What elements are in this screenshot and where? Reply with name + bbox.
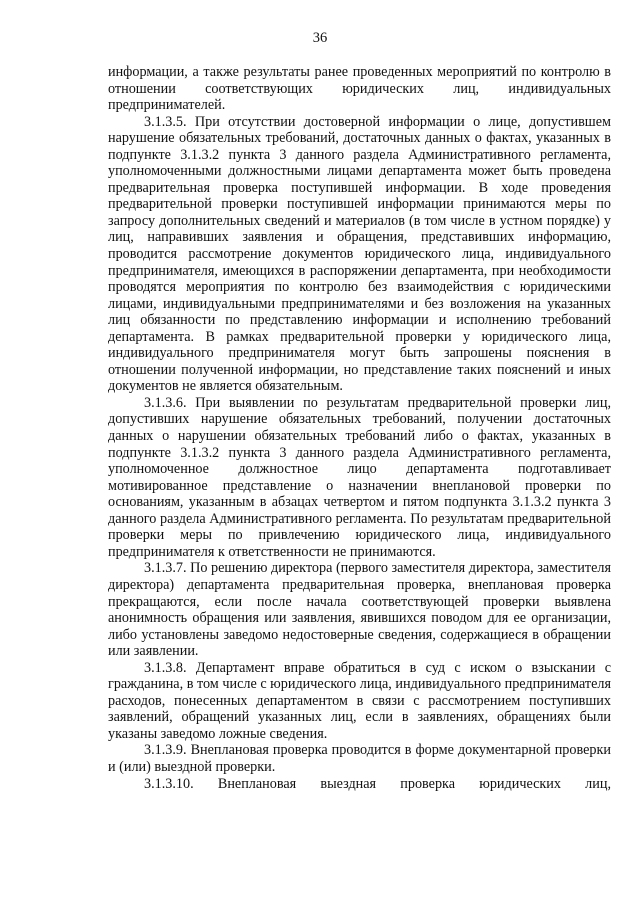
paragraph-3-1-3-10: 3.1.3.10. Внеплановая выездная проверка юридических лиц,	[144, 775, 611, 792]
paragraph-3-1-3-6: 3.1.3.6. При выявлении по результатам предварительной проверки лиц, допустивших нарушение обязательных требований, получении достаточных данных о нарушении обязательных требований либо о фактах, указанных в подпункте 3.1.3.2 пункта 3 данного раздела Административного регламента, уполномоченное должностное лицо департамента подготавливает мотивированное представление о назначении внеплановой проверки по основаниям, указанным в абзацах четвертом и пятом подпункта 3.1.3.2 пункта 3 данного раздела Административного регламента. По результатам предварительной проверки меры по привлечению юридического лица, индивидуального предпринимателя к ответственности не принимаются.	[108, 394, 611, 560]
document-body	[108, 64, 611, 792]
page-number: 36	[312, 30, 328, 46]
paragraph-3-1-3-8: 3.1.3.8. Департамент вправе обратиться в суд с иском о взыскании с гражданина, в том числе с юридического лица, индивидуального предпринимателя расходов, понесенных департаментом в связи с рассмотрением поступивших заявлений, обращений указанных лиц, если в заявлениях, обращениях были указаны заведомо ложные сведения.	[108, 659, 611, 742]
paragraph-3-1-3-5: 3.1.3.5. При отсутствии достоверной информации о лице, допустившем нарушение обязательных требований, достаточных данных о фактах, указанных в подпункте 3.1.3.2 пункта 3 данного раздела Административного регламента, уполномоченными должностными лицами департамента может быть проведена предварительная проверка поступившей информации. В ходе проведения предварительной проверки поступившей информации принимаются меры по запросу дополнительных сведений и материалов (в том числе в устном порядке) у лиц, направивших заявления и обращения, представивших информацию, проводится рассмотрение документов юридического лица, индивидуального предпринимателя, имеющихся в распоряжении департамента, при необходимости проводятся мероприятия по контролю без взаимодействия с юридическими лицами, индивидуальными предпринимателями и без возложения на указанных лиц обязанности по представлению информации и исполнению требований департамента. В рамках предварительной проверки у юридического лица, индивидуального предпринимателя могут быть запрошены пояснения в отношении полученной информации, но представление таких пояснений и иных документов не является обязательным.	[108, 113, 611, 395]
paragraph-3-1-3-9: 3.1.3.9. Внеплановая проверка проводится в форме документарной проверки и (или) выездной проверки.	[108, 742, 611, 775]
paragraph-continuation: информации, а также результаты ранее проведенных мероприятий по контролю в отношении соответствующих юридических лиц, индивидуальных предпринимателей.	[108, 64, 611, 114]
paragraph-3-1-3-7: 3.1.3.7. По решению директора (первого заместителя директора, заместителя директора) департамента предварительная проверка, внеплановая проверка прекращаются, если после начала соответствующей проверки выявлена анонимность обращения или заявления, явившихся поводом для ее организации, либо установлены заведомо недостоверные сведения, содержащиеся в обращении или заявлении.	[108, 560, 611, 660]
